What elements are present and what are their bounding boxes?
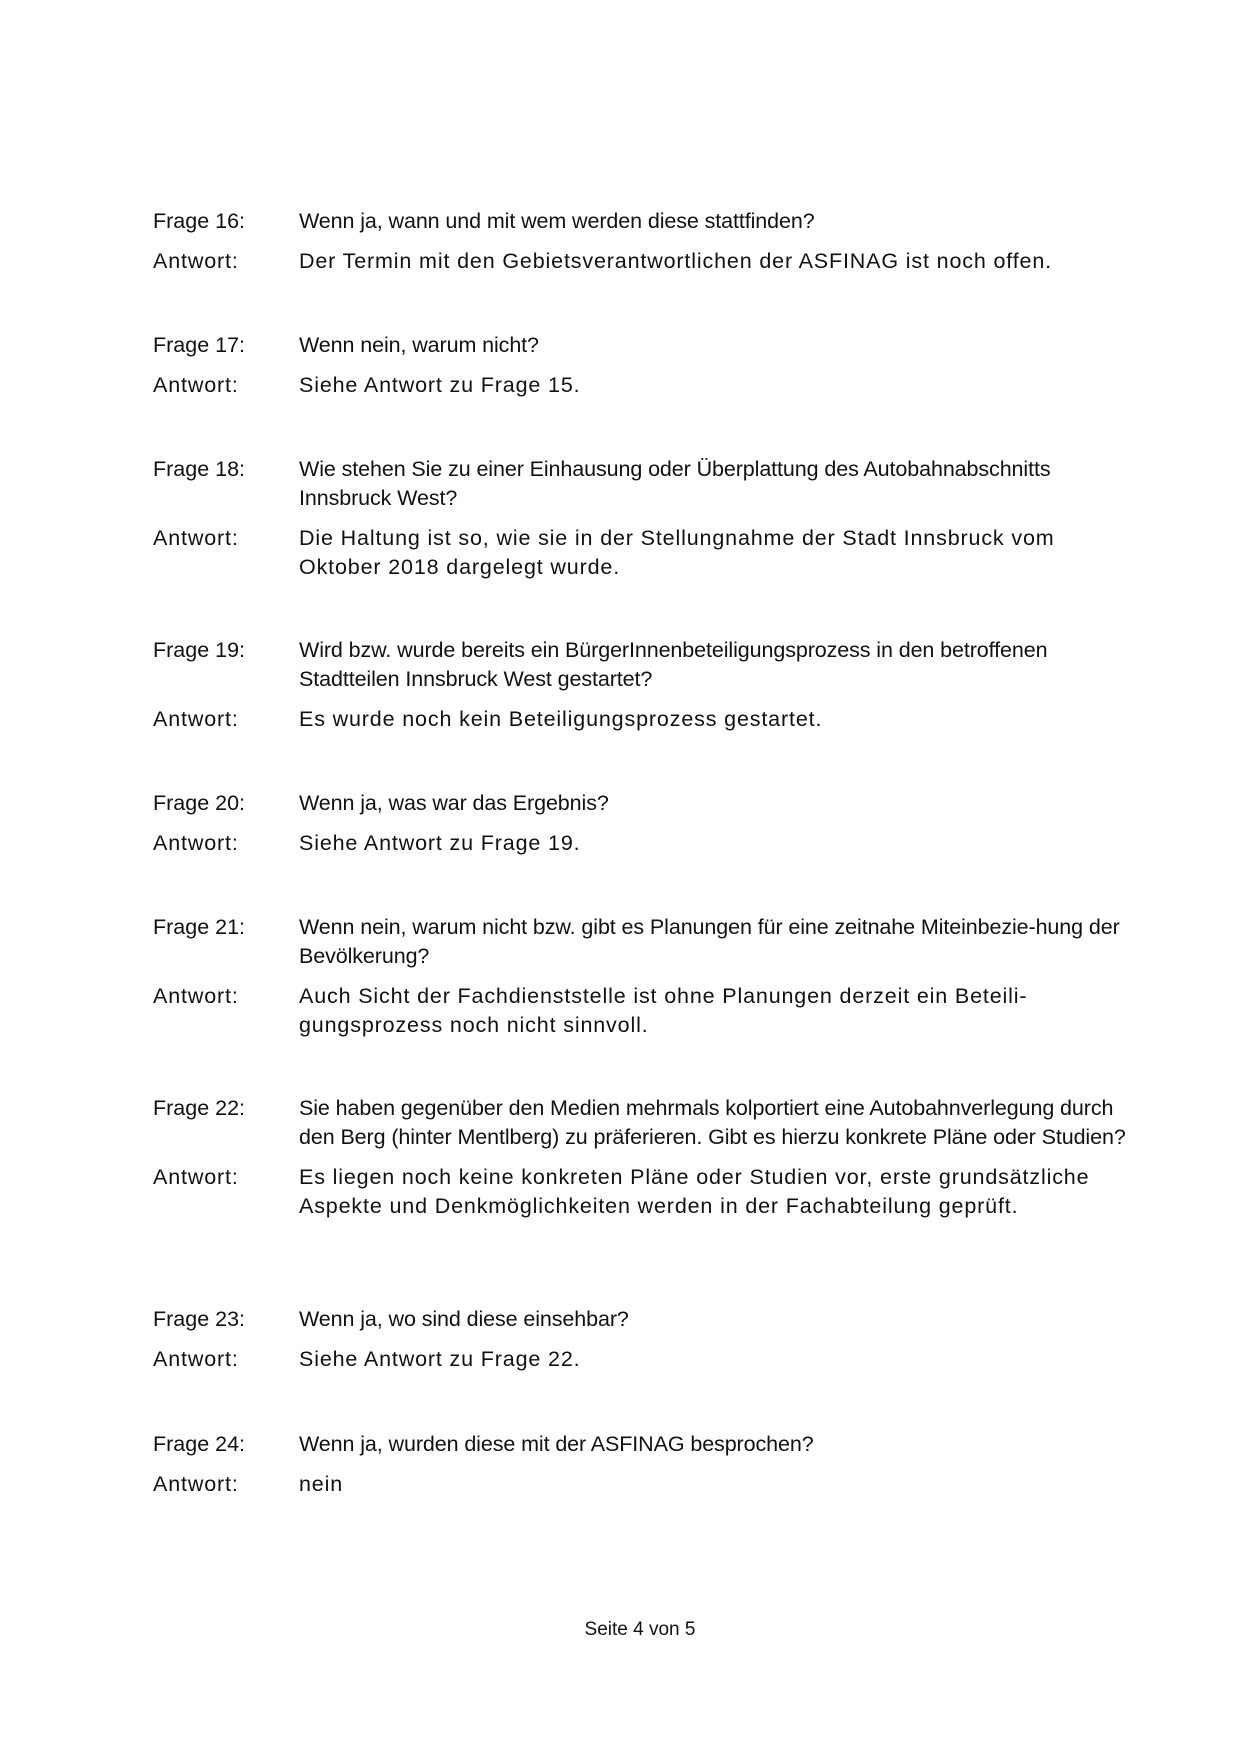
qa-item-22 bbox=[153, 1094, 1133, 1221]
answer-text: Die Haltung ist so, wie sie in der Stellungnahme der Stadt Innsbruck vom Oktober 2018 dargelegt wurde. bbox=[299, 526, 1055, 579]
answer-text: Es liegen noch keine konkreten Pläne oder Studien vor, erste grundsätzliche Aspekte und Denkmöglichkeiten werden in der Fachabteilung geprüft. bbox=[299, 1165, 1090, 1218]
answer-label: Antwort: bbox=[153, 373, 239, 397]
answer-text: Siehe Antwort zu Frage 15. bbox=[299, 373, 581, 397]
answer-row bbox=[153, 1470, 1133, 1499]
qa-item-24 bbox=[153, 1430, 1133, 1499]
question-label: Frage 17: bbox=[153, 333, 246, 357]
qa-item-18 bbox=[153, 455, 1133, 582]
answer-text: Der Termin mit den Gebietsverantwortlichen der ASFINAG ist noch offen. bbox=[299, 249, 1052, 273]
qa-item-21 bbox=[153, 913, 1133, 1040]
question-label: Frage 20: bbox=[153, 791, 246, 815]
answer-text: nein bbox=[299, 1472, 344, 1496]
question-row bbox=[153, 1430, 1133, 1459]
question-text: Wie stehen Sie zu einer Einhausung oder Überplattung des Autobahnabschnitts Innsbruck West? bbox=[299, 457, 1051, 510]
question-label: Frage 18: bbox=[153, 457, 246, 481]
answer-row bbox=[153, 705, 1133, 734]
answer-row bbox=[153, 1345, 1133, 1374]
qa-item-16 bbox=[153, 207, 1133, 276]
question-text: Wird bzw. wurde bereits ein BürgerInnenbeteiligungsprozess in den betroffenen Stadtteilen Innsbruck West gestartet? bbox=[299, 638, 1048, 691]
answer-text: Auch Sicht der Fachdienststelle ist ohne Planungen derzeit ein Beteili-gungsprozess noch nicht sinnvoll. bbox=[299, 984, 1028, 1037]
qa-item-17 bbox=[153, 331, 1133, 400]
answer-label: Antwort: bbox=[153, 249, 239, 273]
question-row bbox=[153, 789, 1133, 818]
question-row bbox=[153, 455, 1133, 513]
question-label: Frage 21: bbox=[153, 915, 246, 939]
qa-item-23 bbox=[153, 1305, 1133, 1374]
question-text: Wenn ja, wo sind diese einsehbar? bbox=[299, 1307, 629, 1331]
question-text: Wenn nein, warum nicht? bbox=[299, 333, 539, 357]
question-label: Frage 19: bbox=[153, 638, 246, 662]
question-label: Frage 22: bbox=[153, 1096, 246, 1120]
qa-item-20 bbox=[153, 789, 1133, 858]
page-footer bbox=[0, 1617, 1241, 1643]
question-row bbox=[153, 207, 1133, 236]
answer-label: Antwort: bbox=[153, 1347, 239, 1371]
answer-text: Siehe Antwort zu Frage 22. bbox=[299, 1347, 581, 1371]
answer-label: Antwort: bbox=[153, 1472, 239, 1496]
answer-text: Es wurde noch kein Beteiligungsprozess gestartet. bbox=[299, 707, 823, 731]
question-text: Wenn ja, was war das Ergebnis? bbox=[299, 791, 609, 815]
question-row bbox=[153, 1305, 1133, 1334]
qa-item-19 bbox=[153, 636, 1133, 734]
answer-row bbox=[153, 247, 1133, 276]
answer-row bbox=[153, 982, 1133, 1040]
page-number: Seite 4 von 5 bbox=[584, 1619, 696, 1640]
question-text: Sie haben gegenüber den Medien mehrmals kolportiert eine Autobahnverlegung durch den Berg (hinter Mentlberg) zu präferieren. Gibt es hierzu konkrete Pläne oder Studien? bbox=[299, 1096, 1126, 1149]
answer-row bbox=[153, 829, 1133, 858]
question-row bbox=[153, 331, 1133, 360]
answer-row bbox=[153, 1163, 1133, 1221]
question-row bbox=[153, 1094, 1133, 1152]
answer-label: Antwort: bbox=[153, 831, 239, 855]
answer-text: Siehe Antwort zu Frage 19. bbox=[299, 831, 581, 855]
question-row bbox=[153, 913, 1133, 971]
answer-label: Antwort: bbox=[153, 526, 239, 550]
question-text: Wenn ja, wann und mit wem werden diese stattfinden? bbox=[299, 209, 815, 233]
question-label: Frage 16: bbox=[153, 209, 246, 233]
question-text: Wenn nein, warum nicht bzw. gibt es Planungen für eine zeitnahe Miteinbezie-hung der Bevölkerung? bbox=[299, 915, 1120, 968]
answer-label: Antwort: bbox=[153, 1165, 239, 1189]
answer-row bbox=[153, 524, 1133, 582]
answer-row bbox=[153, 371, 1133, 400]
question-text: Wenn ja, wurden diese mit der ASFINAG besprochen? bbox=[299, 1432, 814, 1456]
answer-label: Antwort: bbox=[153, 707, 239, 731]
question-row bbox=[153, 636, 1133, 694]
question-label: Frage 23: bbox=[153, 1307, 246, 1331]
answer-label: Antwort: bbox=[153, 984, 239, 1008]
question-label: Frage 24: bbox=[153, 1432, 246, 1456]
